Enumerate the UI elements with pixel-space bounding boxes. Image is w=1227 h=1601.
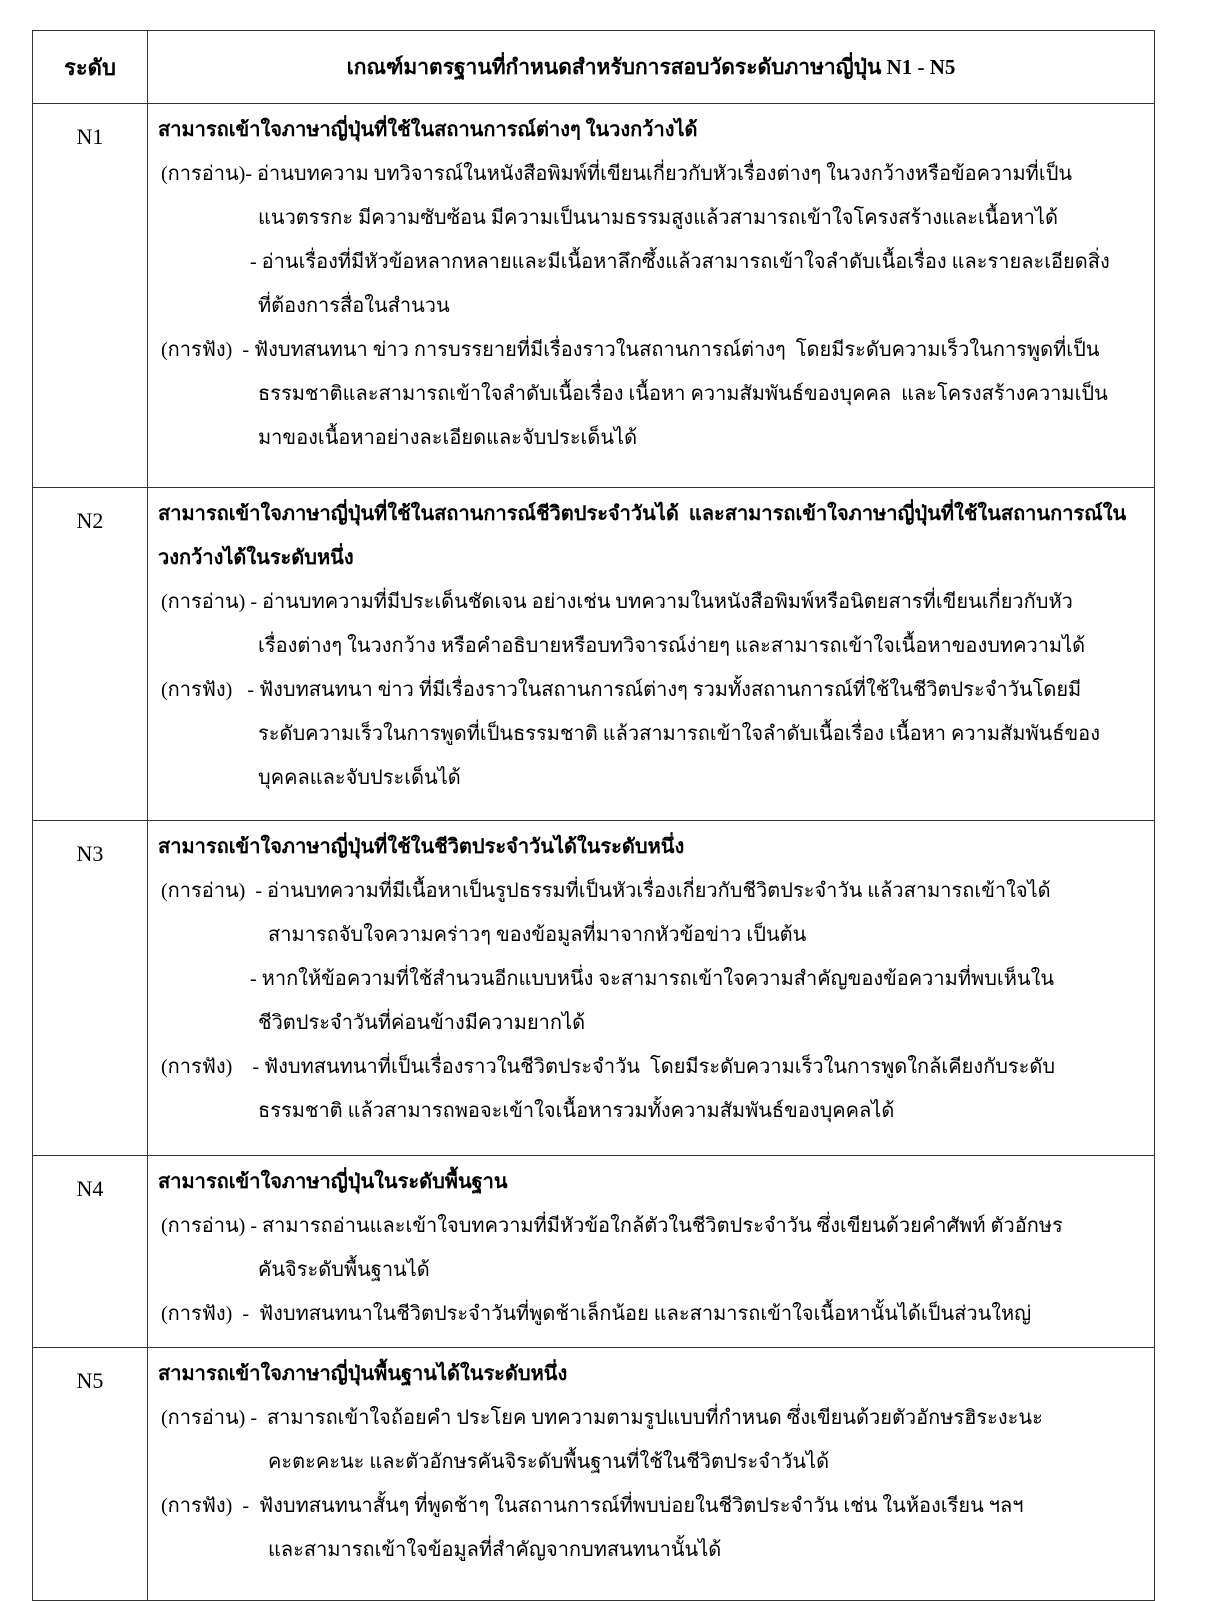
criteria-line: ที่ต้องการสื่อในสำนวน (258, 295, 450, 317)
criteria-line: (การอ่าน) - อ่านบทความที่มีเนื้อหาเป็นรูปธรรมที่เป็นหัวเรื่องเกี่ยวกับชีวิตประจำวัน แล้วสามารถเข้าใจได้ (161, 880, 1051, 902)
criteria-line: ระดับความเร็วในการพูดที่เป็นธรรมชาติ แล้วสามารถเข้าใจลำดับเนื้อเรื่อง เนื้อหา ความสัมพันธ์ของ (258, 723, 1100, 745)
level-summary: วงกว้างได้ในระดับหนึ่ง (158, 547, 354, 569)
level-cell: N5 (33, 1348, 148, 1601)
criteria-line: คะตะคะนะ และตัวอักษรคันจิระดับพื้นฐานที่ใช้ในชีวิตประจำวันได้ (268, 1451, 830, 1473)
criteria-cell (148, 1156, 1155, 1348)
header-level: ระดับ (33, 31, 148, 104)
table-row (33, 1156, 1155, 1348)
criteria-line: (การฟัง) - ฟังบทสนทนาสั้นๆ ที่พูดช้าๆ ในสถานการณ์ที่พบบ่อยในชีวิตประจำวัน เช่น ในห้องเรียน ฯลฯ (161, 1495, 1024, 1517)
criteria-line: แนวตรรกะ มีความซับซ้อน มีความเป็นนามธรรมสูงแล้วสามารถเข้าใจโครงสร้างและเนื้อหาได้ (258, 207, 1058, 229)
table-row (33, 1348, 1155, 1601)
criteria-line: (การอ่าน) - สามารถอ่านและเข้าใจบทความที่มีหัวข้อใกล้ตัวในชีวิตประจำวัน ซึ่งเขียนด้วยคำศัพท์ ตัวอักษร (161, 1215, 1063, 1237)
criteria-line: ชีวิตประจำวันที่ค่อนข้างมีความยากได้ (258, 1012, 586, 1034)
criteria-line: สามารถจับใจความคร่าวๆ ของข้อมูลที่มาจากหัวข้อข่าว เป็นต้น (268, 924, 807, 946)
criteria-content (148, 821, 1154, 1133)
criteria-line: ธรรมชาติและสามารถเข้าใจลำดับเนื้อเรื่อง เนื้อหา ความสัมพันธ์ของบุคคล และโครงสร้างความเป็น (258, 383, 1108, 405)
criteria-line: (การอ่าน) - สามารถเข้าใจถ้อยคำ ประโยค บทความตามรูปแบบที่กำหนด ซึ่งเขียนด้วยตัวอักษรฮิระงะนะ (161, 1407, 1043, 1429)
criteria-line: - หากให้ข้อความที่ใช้สำนวนอีกแบบหนึ่ง จะสามารถเข้าใจความสำคัญของข้อความที่พบเห็นใน (250, 968, 1055, 990)
level-cell: N3 (33, 821, 148, 1156)
table-row (33, 104, 1155, 488)
criteria-cell (148, 488, 1155, 821)
criteria-cell (148, 104, 1155, 488)
header-criteria: เกณฑ์มาตรฐานที่กำหนดสำหรับการสอบวัดระดับภาษาญี่ปุ่น N1 - N5 (148, 31, 1155, 104)
level-summary: สามารถเข้าใจภาษาญี่ปุ่นที่ใช้ในสถานการณ์ชีวิตประจำวันได้ และสามารถเข้าใจภาษาญี่ปุ่นที่ใช้ในสถานการณ์ใน (158, 503, 1127, 525)
criteria-line: - อ่านเรื่องที่มีหัวข้อหลากหลายและมีเนื้อหาลึกซึ้งแล้วสามารถเข้าใจลำดับเนื้อเรื่อง และรายละเอียดสิ่ง (250, 251, 1110, 273)
criteria-line: (การฟัง) - ฟังบทสนทนาในชีวิตประจำวันที่พูดช้าเล็กน้อย และสามารถเข้าใจเนื้อหานั้นได้เป็นส่วนใหญ่ (161, 1303, 1032, 1325)
criteria-line: คันจิระดับพื้นฐานได้ (258, 1259, 430, 1281)
criteria-line: มาของเนื้อหาอย่างละเอียดและจับประเด็นได้ (258, 427, 638, 449)
jlpt-criteria-table (32, 30, 1155, 1601)
criteria-line: ธรรมชาติ แล้วสามารถพอจะเข้าใจเนื้อหารวมทั้งความสัมพันธ์ของบุคคลได้ (258, 1100, 895, 1122)
criteria-line: บุคคลและจับประเด็นได้ (258, 767, 461, 789)
table-row (33, 488, 1155, 821)
level-summary: สามารถเข้าใจภาษาญี่ปุ่นในระดับพื้นฐาน (158, 1171, 508, 1193)
criteria-content (148, 1156, 1154, 1336)
header-row (33, 31, 1155, 104)
criteria-line: (การฟัง) - ฟังบทสนทนา ข่าว การบรรยายที่มีเรื่องราวในสถานการณ์ต่างๆ โดยมีระดับความเร็วในการพูดที่เป็น (161, 339, 1100, 361)
level-summary: สามารถเข้าใจภาษาญี่ปุ่นที่ใช้ในชีวิตประจำวันได้ในระดับหนึ่ง (158, 836, 685, 858)
criteria-cell (148, 1348, 1155, 1601)
criteria-line: (การอ่าน)- อ่านบทความ บทวิจารณ์ในหนังสือพิมพ์ที่เขียนเกี่ยวกับหัวเรื่องต่างๆ ในวงกว้างหรือข้อความที่เป็น (161, 163, 1073, 185)
criteria-content (148, 1348, 1154, 1572)
criteria-line: (การอ่าน) - อ่านบทความที่มีประเด็นชัดเจน อย่างเช่น บทความในหนังสือพิมพ์หรือนิตยสารที่เขียนเกี่ยวกับหัว (161, 591, 1073, 613)
criteria-line: (การฟัง) - ฟังบทสนทนา ข่าว ที่มีเรื่องราวในสถานการณ์ต่างๆ รวมทั้งสถานการณ์ที่ใช้ในชีวิตประจำวันโดยมี (161, 679, 1082, 701)
criteria-cell (148, 821, 1155, 1156)
level-cell: N1 (33, 104, 148, 488)
criteria-line: (การฟัง) - ฟังบทสนทนาที่เป็นเรื่องราวในชีวิตประจำวัน โดยมีระดับความเร็วในการพูดใกล้เคียงกับระดับ (161, 1056, 1056, 1078)
level-summary: สามารถเข้าใจภาษาญี่ปุ่นพื้นฐานได้ในระดับหนึ่ง (158, 1363, 568, 1385)
level-cell: N4 (33, 1156, 148, 1348)
criteria-line: เรื่องต่างๆ ในวงกว้าง หรือคำอธิบายหรือบทวิจารณ์ง่ายๆ และสามารถเข้าใจเนื้อหาของบทความได้ (258, 635, 1086, 657)
criteria-content (148, 104, 1154, 460)
criteria-line: และสามารถเข้าใจข้อมูลที่สำคัญจากบทสนทนานั้นได้ (268, 1539, 722, 1561)
level-cell: N2 (33, 488, 148, 821)
table-row (33, 821, 1155, 1156)
level-summary: สามารถเข้าใจภาษาญี่ปุ่นที่ใช้ในสถานการณ์ต่างๆ ในวงกว้างได้ (158, 119, 698, 141)
criteria-content (148, 488, 1154, 800)
